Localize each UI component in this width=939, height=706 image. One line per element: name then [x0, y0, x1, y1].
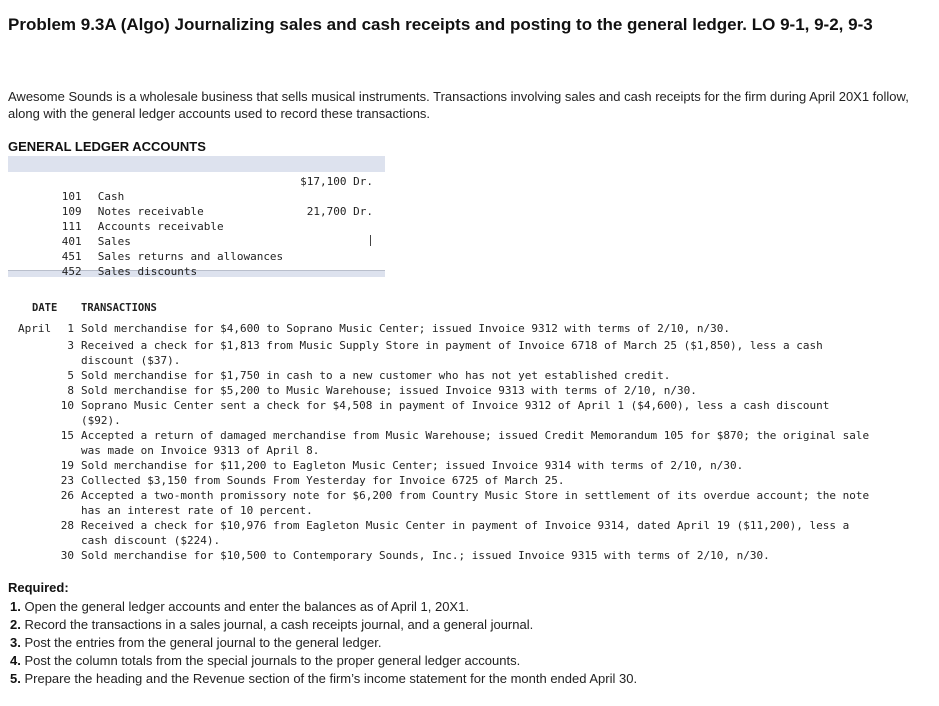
transaction-text: Soprano Music Center sent a check for $4,508 in payment of Invoice 9312 of April 1 ($4,600), less a cash discount ($92). [81, 399, 830, 427]
transaction-day: 19 [60, 459, 74, 472]
gl-table-header-bar [8, 156, 385, 172]
required-item-number: 1. [10, 599, 21, 614]
gl-account-number: 401 [61, 235, 82, 248]
problem-intro: Awesome Sounds is a wholesale business that sells musical instruments. Transactions involving sales and cash receipts for the firm during April 20X1 follow, along with the general ledger accounts used to record these transactions. [8, 89, 909, 121]
gl-table-body [8, 172, 385, 278]
required-item-text: Post the column totals from the special journals to the proper general ledger accounts. [24, 653, 521, 668]
gl-account-name: Sales returns and allowances [97, 250, 284, 263]
gl-accounts-table [8, 156, 385, 277]
transactions-column-header: TRANSACTIONS [81, 302, 157, 314]
transaction-day: 5 [67, 369, 74, 382]
required-item [10, 670, 925, 688]
required-label: Required: [8, 580, 69, 595]
required-item-number: 2. [10, 617, 21, 632]
transaction-text: Sold merchandise for $11,200 to Eagleton Music Center; issued Invoice 9314 with terms of 2/10, n/30. [81, 459, 744, 472]
transaction-day: 28 [60, 519, 74, 532]
gl-account-row [22, 219, 318, 248]
date-column-header: DATE [32, 302, 58, 314]
transaction-day: 15 [60, 429, 74, 442]
transaction-text: Sold merchandise for $1,750 in cash to a new customer who has not yet established credit. [81, 369, 671, 382]
text-cursor [370, 235, 371, 246]
gl-account-name: Accounts receivable [97, 220, 224, 233]
gl-account-balance: 21,700 Dr. [306, 205, 373, 218]
transaction-text: Collected $3,150 from Sounds From Yesterday for Invoice 6725 of March 25. [81, 474, 565, 487]
problem-title: Problem 9.3A (Algo) Journalizing sales and cash receipts and posting to the general ledger. LO 9-1, 9-2, 9-3 [8, 15, 873, 34]
required-list [10, 598, 925, 688]
required-item [10, 616, 925, 634]
gl-account-name: Sales discounts [97, 265, 198, 278]
transaction-text: Received a check for $10,976 from Eagleton Music Center in payment of Invoice 9314, dated April 19 ($11,200), less a cash discount ($224). [81, 519, 850, 547]
transaction-day: 23 [60, 474, 74, 487]
transaction-day: 1 [67, 322, 74, 335]
required-item-number: 5. [10, 671, 21, 686]
gl-heading: GENERAL LEDGER ACCOUNTS [8, 139, 206, 154]
gl-account-number: 109 [61, 205, 82, 218]
required-item-text: Record the transactions in a sales journal, a cash receipts journal, and a general journal. [24, 617, 534, 632]
gl-account-row [22, 249, 318, 278]
required-item [10, 634, 925, 652]
gl-account-row [22, 174, 318, 203]
gl-account-number: 451 [61, 250, 82, 263]
transaction-day: 26 [60, 489, 74, 502]
transaction-text: Accepted a two-month promissory note for $6,200 from Country Music Store in settlement of its overdue account; the note has an interest rate of 10 percent. [81, 489, 870, 517]
gl-account-number: 101 [61, 190, 82, 203]
required-item [10, 652, 925, 670]
transaction-day: 10 [60, 399, 74, 412]
transaction-text: Sold merchandise for $10,500 to Contemporary Sounds, Inc.; issued Invoice 9315 with terms of 2/10, n/30. [81, 549, 770, 562]
transaction-text: Received a check for $1,813 from Music Supply Store in payment of Invoice 6718 of March 25 ($1,850), less a cash discount ($37). [81, 339, 823, 367]
required-item-text: Open the general ledger accounts and enter the balances as of April 1, 20X1. [24, 599, 469, 614]
required-item [10, 598, 925, 616]
gl-account-name: Notes receivable [97, 205, 204, 218]
transaction-day: 8 [67, 384, 74, 397]
gl-account-name: Sales [97, 235, 131, 248]
transaction-text: Sold merchandise for $5,200 to Music Warehouse; issued Invoice 9313 with terms of 2/10, n/30. [81, 384, 697, 397]
gl-account-name: Cash [97, 190, 125, 203]
gl-account-balance: $17,100 Dr. [300, 175, 373, 188]
required-item-text: Post the entries from the general journal to the general ledger. [24, 635, 382, 650]
gl-account-row [22, 189, 318, 218]
gl-account-row [22, 204, 318, 233]
required-item-number: 3. [10, 635, 21, 650]
required-item-text: Prepare the heading and the Revenue section of the firm’s income statement for the month ended April 30. [24, 671, 638, 686]
gl-account-number: 111 [61, 220, 82, 233]
transaction-month: April [18, 322, 52, 335]
gl-account-row [22, 234, 318, 263]
transaction-day: 3 [67, 339, 74, 352]
transaction-text: Sold merchandise for $4,600 to Soprano Music Center; issued Invoice 9312 with terms of 2/10, n/30. [81, 322, 731, 335]
transaction-text: Accepted a return of damaged merchandise from Music Warehouse; issued Credit Memorandum 105 for $870; the original sale was made on Invoice 9313 of April 8. [81, 429, 870, 457]
gl-account-number: 452 [61, 265, 82, 278]
transaction-day: 30 [60, 549, 74, 562]
required-item-number: 4. [10, 653, 21, 668]
